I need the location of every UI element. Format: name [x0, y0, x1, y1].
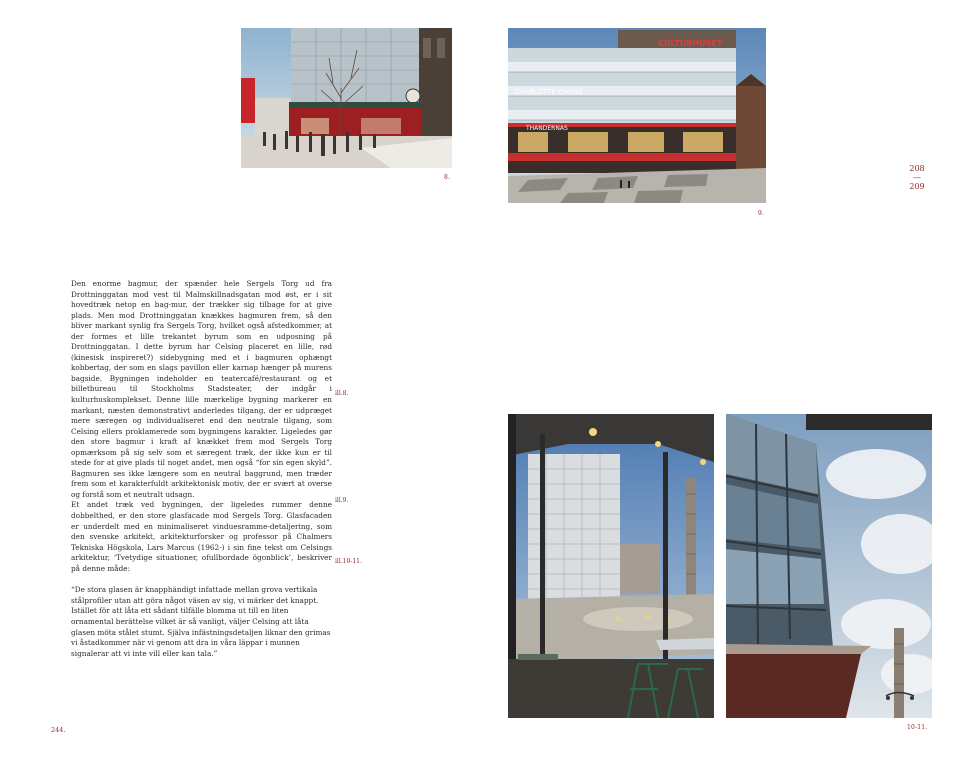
margin-ref-ill-9: ill.9. — [335, 497, 349, 504]
photo-8-street-scene — [241, 28, 452, 168]
caption-fig-9: 9. — [758, 210, 765, 217]
caption-fig-10-11: 10-11. — [907, 724, 928, 731]
folio-top: 208 — [909, 164, 925, 173]
kulturhuset-sign-text: KULTURHUSET — [658, 39, 723, 48]
margin-ref-ill-8: ill.8. — [335, 390, 349, 397]
charlotte-sign-text: CHARLOTTE CHANS — [514, 88, 583, 96]
folio-dash: — — [913, 173, 921, 182]
paragraph-1: Den enorme bagmur, der spænder hele Sergels Torg ud fra Drottninggatan mod vest til Malmskillnadsgatan mod øst, er i sit hovedtræk netop en bag-mur, der trækker sig tilbage for at give plads. Men mod Drottninggatan knækkes bagmuren frem, så den bliver markant synlig fra Sergels Torg, hvilket også afstedkommer, at der formes et lille trekantet byrum som en udposning på Drottninggatan. I dette byrum har Celsing placeret en lille, rød (kinesisk inspireret?) sidebygning med et i bagmuren ophængt kobbertag, der som en slags pavillon eller karnap hænger på murens bagside. Bygningen indeholder en teatercafé/restaurant og et billetbureau til Stockholms Stadsteater, der indgår i kulturhuskomplekset. Denne lille mærkelige bygning markerer en markant, næsten demonstrativt anderledes tilgang, der er udpræget mere særegen og individualiseret end den neutrale tilgang, som Celsing ellers proklamerede som bygningens karakter. Ligeledes gør den store bagmur i kraft af knækket frem mod Sergels Torg opmærksom på sig selv som et særegent træk, der ikke kun er til stede for at give plads til noget andet, men også “for sin egen skyld”. Bagmuren ses ikke længere som en neutral baggrund, men træder frem som et karakterfuldt arkitektonisk motiv, der er svært at overse og forstå som et neutralt udsagn. — [71, 279, 332, 499]
margin-ref-ill-10-11: ill.10-11. — [335, 558, 362, 565]
photo-10-interior-view — [508, 414, 714, 718]
body-text-column — [71, 279, 332, 659]
thandernas-sign-text: THANDERNAS — [526, 125, 568, 132]
folio-bottom: 209 — [909, 182, 925, 191]
photo-11-glass-facade — [726, 414, 932, 718]
page-folio — [902, 164, 932, 191]
photo-9-kulturhuset-facade — [508, 28, 766, 203]
page-number-left: 244. — [51, 726, 66, 734]
caption-fig-8: 8. — [444, 174, 451, 181]
paragraph-2: Et andet træk ved bygningen, der ligeledes rummer denne dobbelthed, er den store glasfacade mod Sergels Torg. Glasfacaden er underdelt med en minimaliseret vinduesramme-detaljering, som den svenske arkitekt, arkitekturforsker og professor på Chalmers Tekniska Högskola, Lars Marcus (1962-) i sin fine tekst om Celsings arkitektur, ‘Tvetydige situationer, ofullbordade ögonblick’, beskriver på denne måde: — [71, 500, 332, 573]
block-quote: “De stora glasen är knapphändigt infattade mellan grova vertikala stålprofiler utan att göra något väsen av sig, vi märker det knappt. Istället för att låta ett sådant tilfälle blomma ut till en liten ornamental berättelse vilket är så vanligt, väljer Celsing att låta glasen möta stålet stumt. Själva infästningsdetaljen liknar den grimas vi åstadkommer när vi genom att dra in våra läppar i munnen signalerar att vi inte vill eller kan tala.” — [71, 585, 331, 658]
